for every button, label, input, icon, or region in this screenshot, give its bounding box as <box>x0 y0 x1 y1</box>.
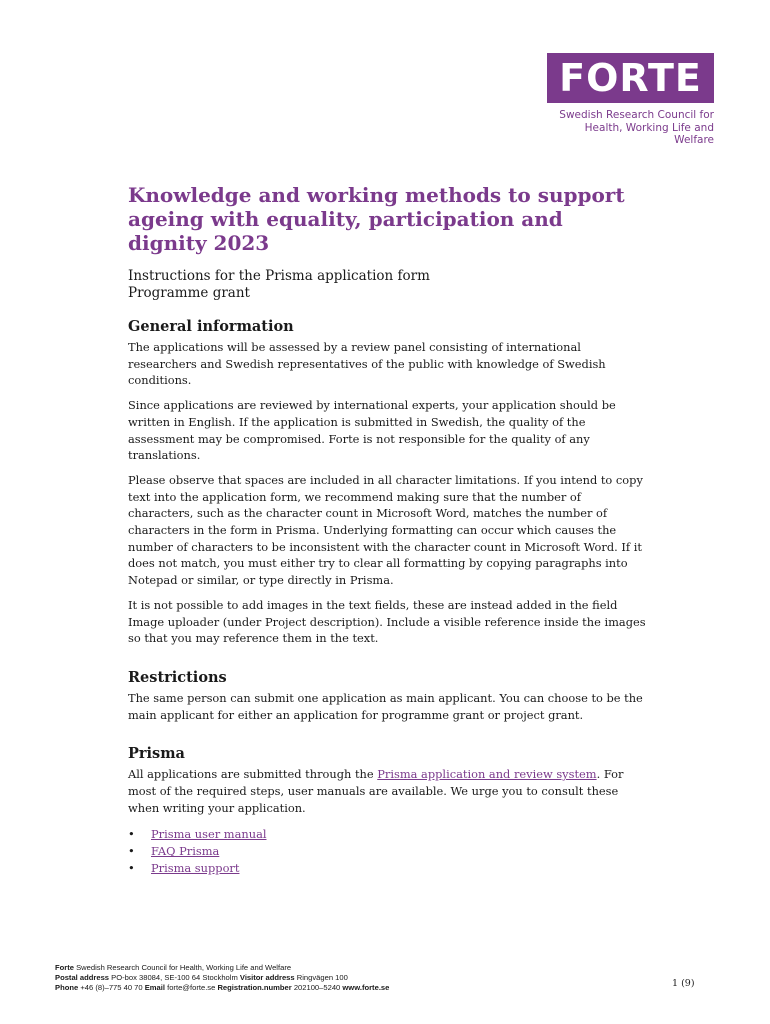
footer-visit-label: Visitor address <box>239 973 295 983</box>
footer-reg-value: 202100–5240 <box>291 983 343 993</box>
logo-subtitle <box>547 109 714 147</box>
subtitle-line2: Programme grant <box>128 284 250 301</box>
page-number: 1 (9) <box>672 978 695 989</box>
footer-email-value: forte@forte.se <box>164 983 218 993</box>
bullet-icon: • <box>128 861 135 876</box>
document-body <box>128 183 648 877</box>
paragraph: Since applications are reviewed by international experts, your application should be written in English. If the application is submitted in Swedish, the quality of the assessment may be compromised. Forte is not responsible for the quality of any translations. <box>128 398 616 463</box>
page-footer <box>55 963 505 994</box>
footer-org-text: Swedish Research Council for Health, Working Life and Welfare <box>73 963 292 972</box>
footer-org-name: Forte <box>55 963 74 972</box>
document-title: Knowledge and working methods to support ageing with equality, participation and dignity 2023 <box>128 183 625 255</box>
paragraph <box>128 766 648 816</box>
footer-web: www.forte.se <box>342 983 390 993</box>
footer-phone-label: Phone <box>55 983 79 993</box>
footer-email-label: Email <box>144 983 165 993</box>
section-general-information <box>128 318 648 647</box>
footer-contact-line <box>55 983 505 993</box>
footer-reg-label: Registration.number <box>217 983 292 993</box>
heading-restrictions: Restrictions <box>128 668 227 686</box>
prisma-links-list <box>128 826 648 877</box>
faq-prisma-link[interactable]: FAQ Prisma <box>151 844 220 859</box>
prisma-user-manual-link[interactable]: Prisma user manual <box>151 827 267 842</box>
footer-postal-label: Postal address <box>55 973 110 983</box>
logo-subtitle-line1: Swedish Research Council for <box>559 109 714 121</box>
section-restrictions <box>128 669 648 723</box>
prisma-support-link[interactable]: Prisma support <box>151 861 240 876</box>
prisma-text-before: All applications are submitted through the <box>128 767 378 782</box>
prisma-text-after: . For most of the required steps, user manuals are available. We urge you to consult these when writing your application. <box>128 767 624 815</box>
bullet-icon: • <box>128 844 135 859</box>
paragraph: The same person can submit one application as main applicant. You can choose to be the main applicant for either an application for programme grant or project grant. <box>128 690 643 722</box>
section-prisma <box>128 745 648 877</box>
list-item <box>128 826 648 843</box>
footer-address-line <box>55 973 505 983</box>
footer-postal-value: PO-box 38084, SE-100 64 Stockholm <box>109 973 240 983</box>
document-subtitle <box>128 268 648 301</box>
prisma-system-link[interactable]: Prisma application and review system <box>377 767 597 782</box>
logo-wordmark: FORTE <box>547 53 714 103</box>
bullet-icon: • <box>128 827 135 842</box>
logo-subtitle-line2: Health, Working Life and Welfare <box>584 121 714 146</box>
footer-org-line <box>55 963 505 973</box>
list-item <box>128 860 648 877</box>
heading-prisma: Prisma <box>128 745 185 763</box>
heading-general-information: General information <box>128 318 294 335</box>
list-item <box>128 843 648 860</box>
footer-visit-value: Ringvägen 100 <box>294 973 348 983</box>
paragraph: Please observe that spaces are included in all character limitations. If you intend to copy text into the application form, we recommend making sure that the number of characters, such as the character count in Microsoft Word, matches the number of characters in the form in Prisma. Underlying formatting can occur which causes the number of characters to be inconsistent with the character count in Microsoft Word. If it does not match, you must either try to clear all formatting by copying paragraphs into Notepad or similar, or type directly in Prisma. <box>128 472 643 588</box>
footer-phone-value: +46 (8)–775 40 70 <box>78 983 145 993</box>
subtitle-line1: Instructions for the Prisma application form <box>128 268 430 284</box>
paragraph: It is not possible to add images in the text fields, these are instead added in the field Image uploader (under Project description). Include a visible reference inside the images so that you may reference them in the text. <box>128 597 646 646</box>
paragraph: The applications will be assessed by a review panel consisting of international researchers and Swedish representatives of the public with knowledge of Swedish conditions. <box>128 340 606 388</box>
